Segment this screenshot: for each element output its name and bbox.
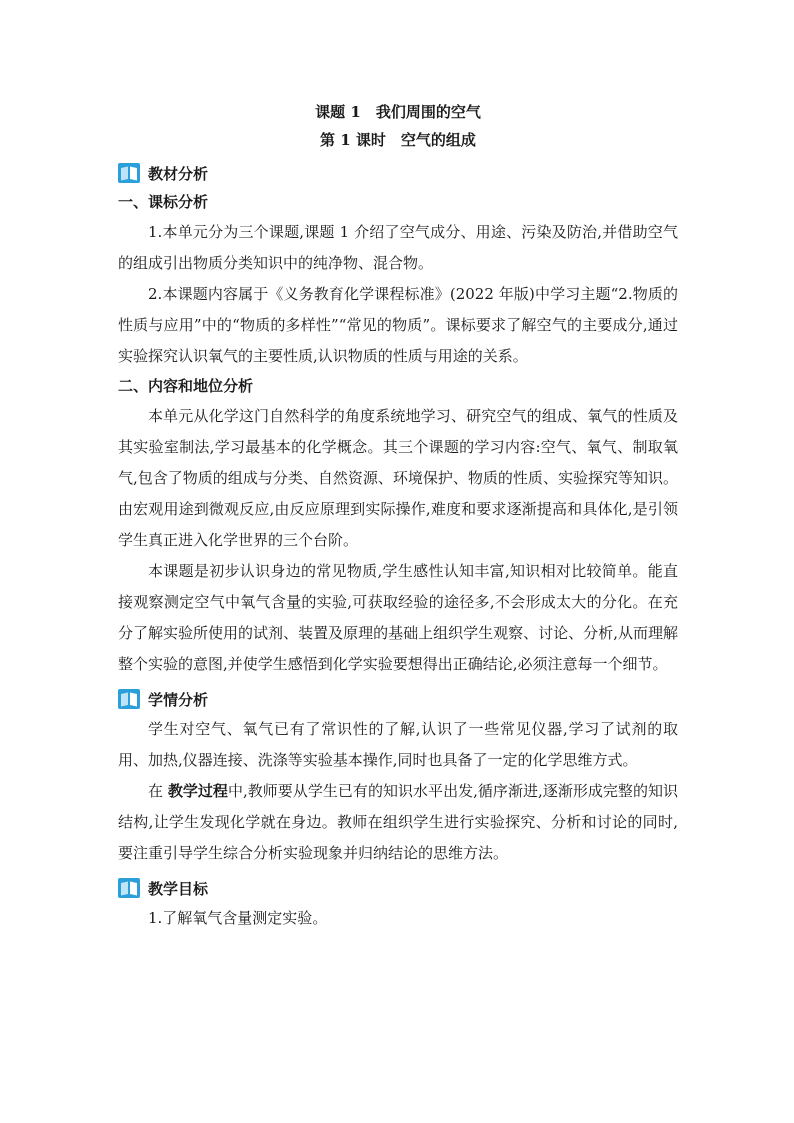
section-heading-student-analysis [118,684,678,714]
paragraph: 1.本单元分为三个课题,课题 1 介绍了空气成分、用途、污染及防治,并借助空气的组成引出物质分类知识中的纯净物、混合物。 [118,223,678,272]
lesson-subtitle: 第 1 课时 空气的组成 [320,131,476,149]
paragraph: 本单元从化学这门自然科学的角度系统地学习、研究空气的组成、氧气的性质及其实验室制法,学习最基本的化学概念。其三个课题的学习内容:空气、氧气、制取氧气,包含了物质的组成与分类、自然资源、环境保护、物质的性质、实验探究等知识。由宏观用途到微观反应,由反应原理到实际操作,难度和要求逐渐提高和具体化,是引领学生真正进入化学世界的三个台阶。 [118,407,678,549]
document-page [118,98,678,934]
bold-term: 教学过程 [167,782,228,800]
section-heading-label: 教学目标 [148,879,209,898]
paragraph: 2.本课题内容属于《义务教育化学课程标准》(2022 年版)中学习主题“2.物质的性质与应用”中的“物质的多样性”“常见的物质”。课标要求了解空气的主要成分,通过实验探究认识氧气的主要性质,认识物质的性质与用途的关系。 [118,285,678,365]
section-heading-teaching-goals [118,873,678,903]
section-heading-label: 教材分析 [148,164,209,183]
open-book-icon [118,878,140,898]
subheading-curriculum-analysis: 一、课标分析 [118,193,209,211]
paragraph [118,776,678,869]
paragraph-prefix: 在 [148,782,168,800]
open-book-icon [118,163,140,183]
paragraph: 本课题是初步认识身边的常见物质,学生感性认知丰富,知识相对比较简单。能直接观察测定空气中氧气含量的实验,可获取经验的途径多,不会形成太大的分化。在充分了解实验所使用的试剂、装置及原理的基础上组织学生观察、讨论、分析,从而理解整个实验的意图,并使学生感悟到化学实验要想得出正确结论,必须注意每一个细节。 [118,562,678,673]
paragraph-body: 中,教师要从学生已有的知识水平出发,循序渐进,逐渐形成完整的知识结构,让学生发现化学就在身边。教师在组织学生进行实验探究、分析和讨论的同时,要注重引导学生综合分析实验现象并归纳结论的思维方法。 [118,782,678,862]
section-heading-textbook-analysis [118,158,678,188]
open-book-icon [118,689,140,709]
lesson-title: 课题 1 我们周围的空气 [315,103,481,121]
goal-item: 1.了解氧气含量测定实验。 [148,909,328,927]
section-heading-label: 学情分析 [148,690,209,709]
paragraph: 学生对空气、氧气已有了常识性的了解,认识了一些常见仪器,学习了试剂的取用、加热,仪器连接、洗涤等实验基本操作,同时也具备了一定的化学思维方式。 [118,720,678,769]
subheading-content-position-analysis: 二、内容和地位分析 [118,377,254,395]
